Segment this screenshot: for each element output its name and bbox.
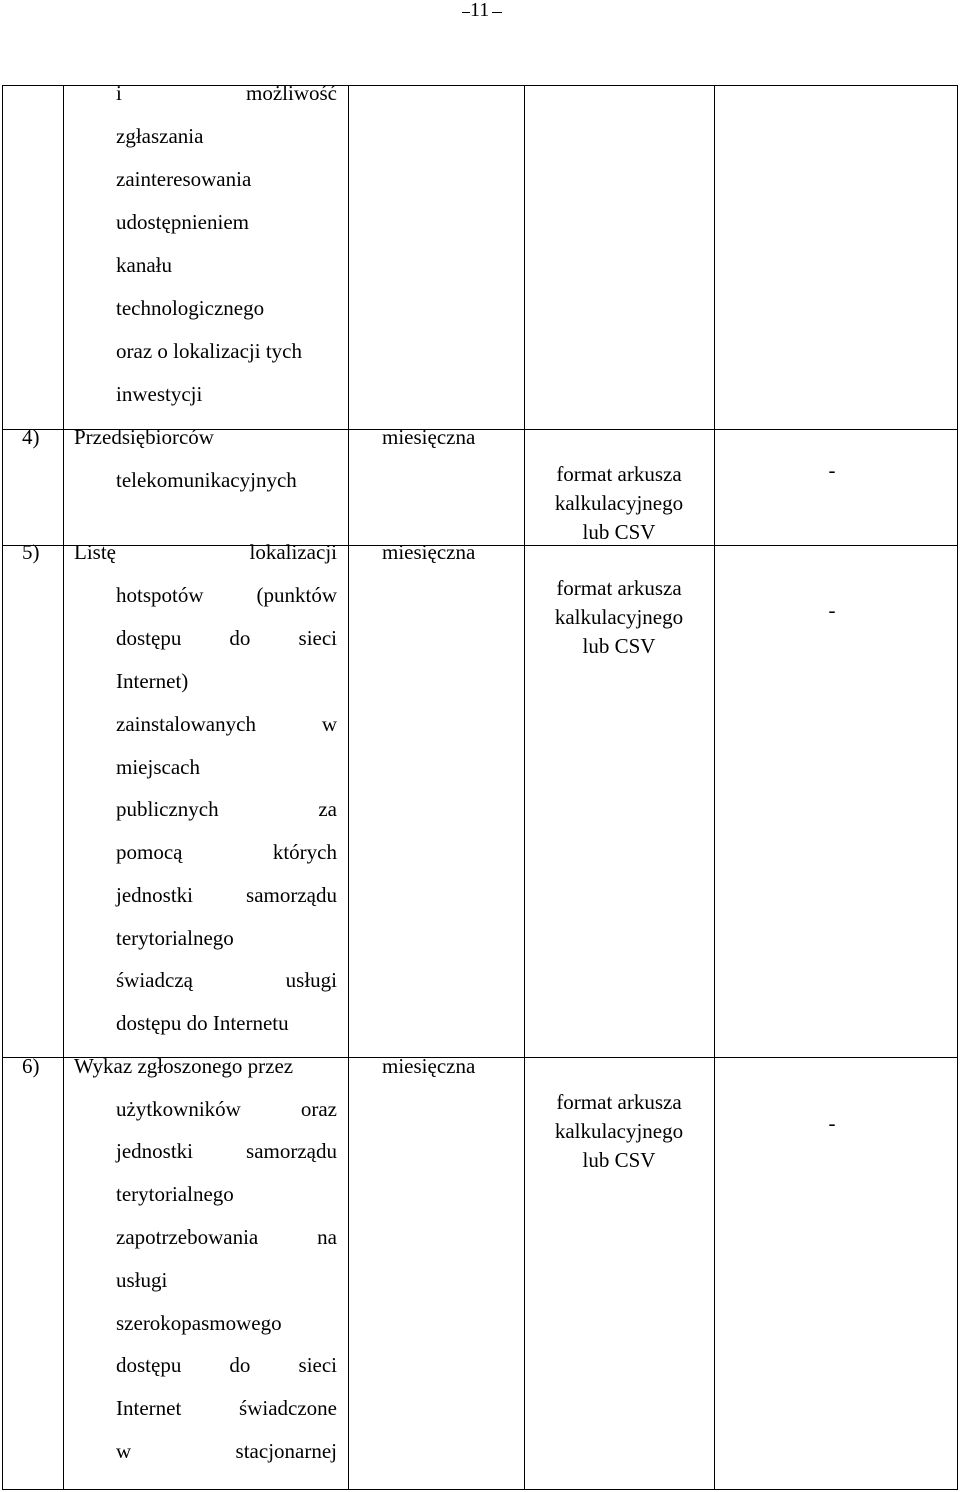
description-line: terytorialnego xyxy=(116,926,234,950)
description-word: Internet xyxy=(116,1396,182,1420)
description-word: samorządu xyxy=(246,883,337,907)
format xyxy=(530,1088,708,1175)
description-word: możliwość xyxy=(246,81,337,105)
description-line xyxy=(116,968,337,1011)
description-word: i xyxy=(116,81,122,105)
empty-value-dash: - xyxy=(828,1111,836,1135)
format-line: format arkusza xyxy=(556,462,682,486)
grid-hline-bottom xyxy=(2,1489,958,1490)
description-line xyxy=(116,1097,337,1140)
format-line: kalkulacyjnego xyxy=(554,491,684,515)
description-line xyxy=(116,797,337,840)
frequency: miesięczna xyxy=(382,540,476,564)
description-line xyxy=(116,1439,337,1482)
description-line xyxy=(116,712,337,755)
description-word: w xyxy=(321,712,337,736)
description-line: telekomunikacyjnych xyxy=(116,468,297,492)
description-line: dostępu do Internetu xyxy=(116,1011,289,1035)
page-number-dash-left xyxy=(462,12,470,13)
description-line xyxy=(116,583,337,626)
row-number: 4) xyxy=(22,425,40,449)
description-line: terytorialnego xyxy=(116,1182,234,1206)
description-word: za xyxy=(318,797,337,821)
description-line: oraz o lokalizacji tych xyxy=(116,339,302,363)
description-word: oraz xyxy=(300,1097,337,1121)
description-word: świadczone xyxy=(239,1396,337,1420)
page-number-text: 11 xyxy=(470,0,490,21)
grid-vline-2 xyxy=(348,85,349,1490)
description-word: lokalizacji xyxy=(249,540,337,564)
format-line: kalkulacyjnego xyxy=(554,605,684,629)
description-word: w xyxy=(116,1439,132,1463)
description-word: sieci xyxy=(298,1353,337,1377)
description-line: Wykaz zgłoszonego przez xyxy=(74,1054,294,1078)
description-line: miejscach xyxy=(116,755,200,779)
description-word: jednostki xyxy=(116,883,193,907)
description-word: zainstalowanych xyxy=(116,712,256,736)
description-line: zainteresowania xyxy=(116,167,252,191)
format-line: lub CSV xyxy=(582,520,656,544)
format-line: lub CSV xyxy=(582,634,656,658)
description-word: do xyxy=(229,626,251,650)
page-number-dash-right xyxy=(492,12,502,13)
description-line: Internet) xyxy=(116,669,189,693)
grid-vline-right xyxy=(957,85,958,1490)
empty-value-dash: - xyxy=(828,598,836,622)
description-line xyxy=(116,81,337,124)
description-word: jednostki xyxy=(116,1139,193,1163)
description-word: Listę xyxy=(74,540,116,564)
description-word: (punktów xyxy=(256,583,337,607)
description-word: użytkowników xyxy=(116,1097,241,1121)
description-word: świadczą xyxy=(116,968,193,992)
format xyxy=(530,574,708,661)
frequency: miesięczna xyxy=(382,425,476,449)
description-word: na xyxy=(317,1225,337,1249)
description-line: kanału xyxy=(116,253,172,277)
format-line: format arkusza xyxy=(556,576,682,600)
description-word: publicznych xyxy=(116,797,219,821)
description-line: szerokopasmowego xyxy=(116,1311,282,1335)
format xyxy=(530,460,708,547)
grid-vline-left xyxy=(2,85,3,1490)
description-line: usługi xyxy=(116,1268,168,1292)
empty-value-dash: - xyxy=(828,458,836,482)
frequency: miesięczna xyxy=(382,1054,476,1078)
format-line: lub CSV xyxy=(582,1148,656,1172)
description-line xyxy=(116,1139,337,1182)
description-word: dostępu xyxy=(116,1353,182,1377)
description-word: pomocą xyxy=(116,840,183,864)
description-word: samorządu xyxy=(246,1139,337,1163)
description-line: Przedsiębiorców xyxy=(74,425,214,449)
description-line: udostępnieniem xyxy=(116,210,249,234)
description-line xyxy=(116,1225,337,1268)
description-line xyxy=(116,883,337,926)
description-word: dostępu xyxy=(116,626,182,650)
description-line xyxy=(74,540,337,583)
grid-vline-3 xyxy=(524,85,525,1490)
description-word: usługi xyxy=(285,968,337,992)
row-number: 6) xyxy=(22,1054,40,1078)
description-line xyxy=(116,626,337,669)
description-line xyxy=(116,840,337,883)
page-number xyxy=(440,0,520,24)
description-line xyxy=(116,1353,337,1396)
format-line: format arkusza xyxy=(556,1090,682,1114)
format-line: kalkulacyjnego xyxy=(554,1119,684,1143)
description-line xyxy=(116,1396,337,1439)
description-word: których xyxy=(272,840,337,864)
grid-vline-1 xyxy=(63,85,64,1490)
description-line: technologicznego xyxy=(116,296,265,320)
description-word: hotspotów xyxy=(116,583,204,607)
grid-vline-4 xyxy=(714,85,715,1490)
description-line: zgłaszania xyxy=(116,124,204,148)
description-line: inwestycji xyxy=(116,382,203,406)
description-word: do xyxy=(229,1353,251,1377)
row-number: 5) xyxy=(22,540,40,564)
description-word: zapotrzebowania xyxy=(116,1225,259,1249)
description-word: sieci xyxy=(298,626,337,650)
description-word: stacjonarnej xyxy=(235,1439,337,1463)
